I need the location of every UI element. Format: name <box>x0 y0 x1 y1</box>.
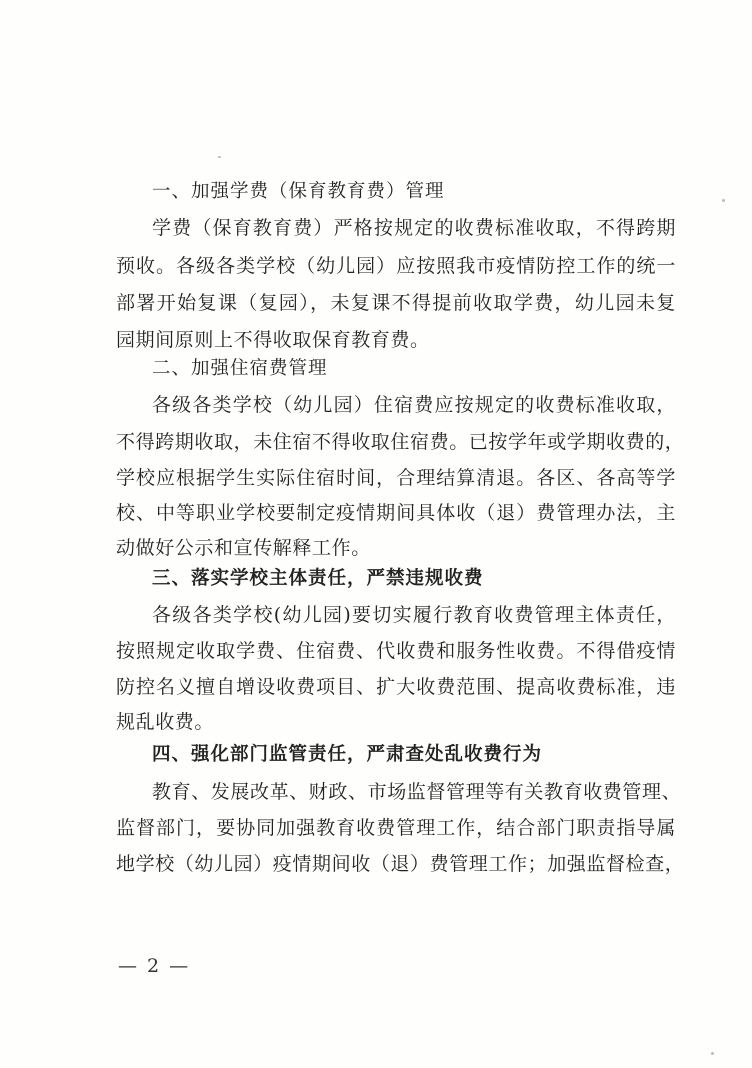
scan-speck <box>711 1052 714 1055</box>
section-1-line-1: 学费（保育教育费）严格按规定的收费标准收取，不得跨期 <box>152 217 676 239</box>
section-2-line-5: 动做好公示和宣传解释工作。 <box>116 537 371 559</box>
section-1-line-3: 部署开始复课（复园），未复课不得提前收取学费，幼儿园未复 <box>116 292 676 314</box>
section-2-line-1: 各级各类学校（幼儿园）住宿费应按规定的收费标准收取， <box>152 394 676 416</box>
section-1-line-2: 预收。各级各类学校（幼儿园）应按照我市疫情防控工作的统一 <box>116 255 676 277</box>
section-2-line-4: 校、中等职业学校要制定疫情期间具体收（退）费管理办法，主 <box>116 502 676 524</box>
section-2-heading: 二、加强住宿费管理 <box>152 358 328 379</box>
section-3-heading: 三、落实学校主体责任，严禁违规收费 <box>152 568 484 589</box>
section-2-line-2: 不得跨期收取，未住宿不得收取住宿费。已按学年或学期收费的， <box>116 431 685 453</box>
section-3-line-2: 按照规定收取学费、住宿费、代收费和服务性收费。不得借疫情 <box>116 640 676 662</box>
section-3-line-1: 各级各类学校(幼儿园)要切实履行教育收费管理主体责任， <box>152 604 676 626</box>
section-4-line-2: 监督部门，要协同加强教育收费管理工作，结合部门职责指导属 <box>116 817 676 839</box>
section-4-line-1: 教育、发展改革、财政、市场监督管理等有关教育收费管理、 <box>152 781 682 803</box>
page-number: — 2 — <box>118 955 191 977</box>
section-3-line-3: 防控名义擅自增设收费项目、扩大收费范围、提高收费标准，违 <box>116 676 676 698</box>
section-2-line-3: 学校应根据学生实际住宿时间，合理结算清退。各区、各高等学 <box>116 467 676 489</box>
section-1-line-4: 园期间原则上不得收取保育教育费。 <box>116 329 430 351</box>
section-4-line-3: 地学校（幼儿园）疫情期间收（退）费管理工作；加强监督检查， <box>116 853 685 875</box>
scan-speck <box>218 156 221 158</box>
section-3-line-4: 规乱收费。 <box>116 711 215 733</box>
scan-speck <box>722 199 725 202</box>
section-4-heading: 四、强化部门监管责任，严肃查处乱收费行为 <box>152 744 543 765</box>
section-1-heading: 一、加强学费（保育教育费）管理 <box>152 181 445 202</box>
